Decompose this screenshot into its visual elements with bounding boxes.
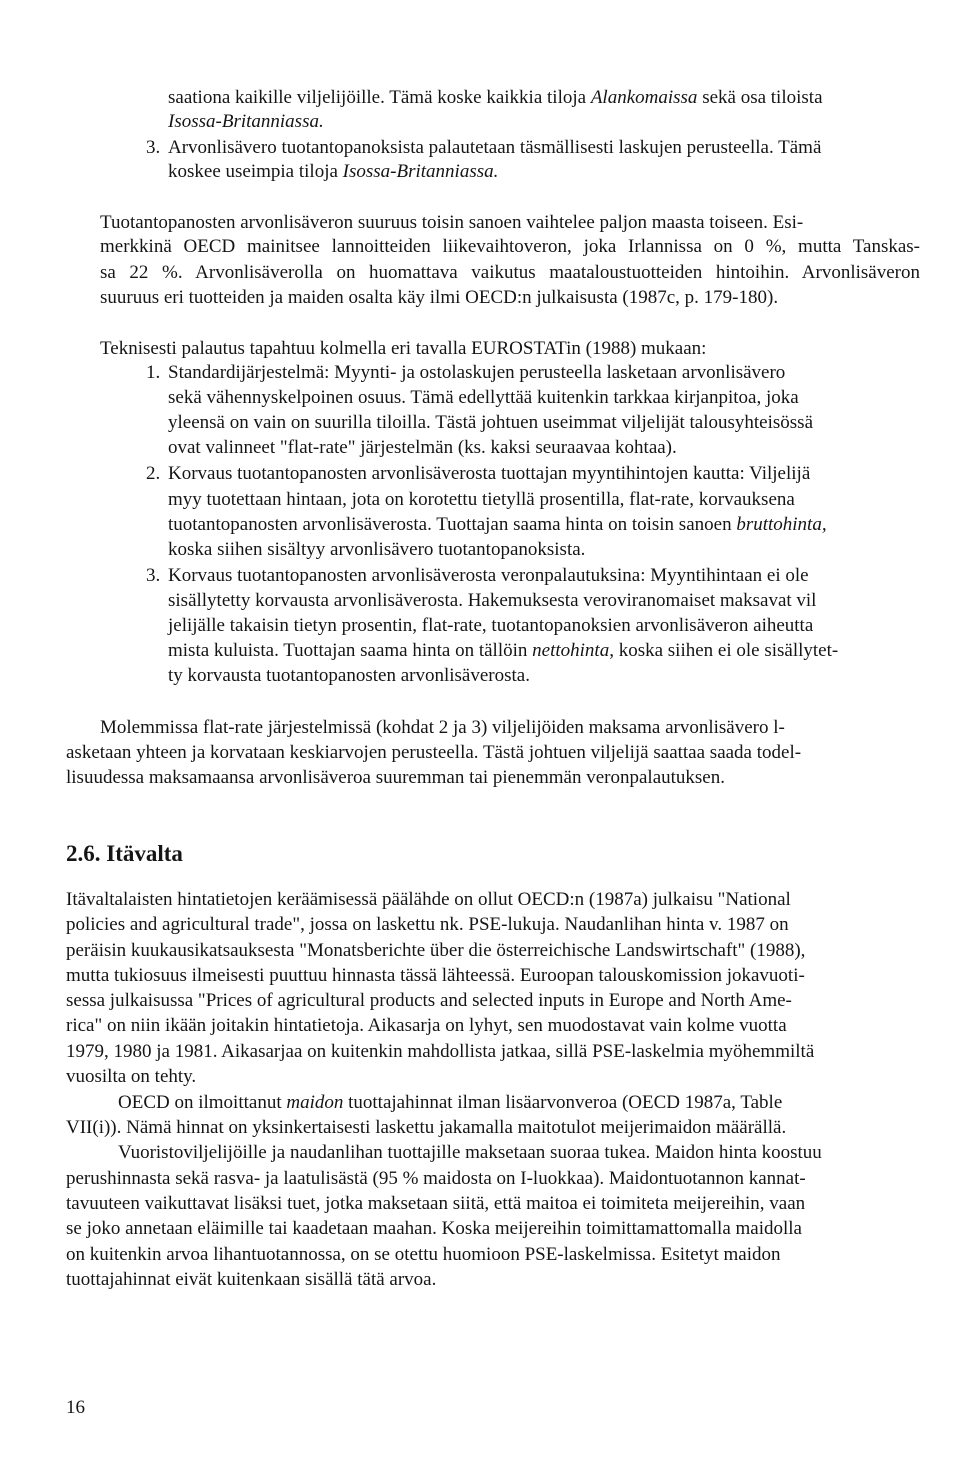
list-item-line: yleensä on vain on suurilla tiloilla. Tästä johtuen useimmat viljelijät talousyhteisössä [168, 412, 814, 433]
list-item-line: myy tuotettaan hintaan, jota on korotettu tietyllä prosentilla, flat-rate, korvauksena [168, 489, 795, 510]
paragraph-line: VII(i)). Nämä hinnat on yksinkertaisesti laskettu jakamalla maitotulot meijerimaidon määrällä. [66, 1117, 787, 1138]
paragraph-line: sessa julkaisussa "Prices of agricultural products and selected inputs in Europe and North Ame- [66, 990, 792, 1011]
list-item-2-continuation: saationa kaikille viljelijöille. Tämä koske kaikkia tiloja Alankomaissa sekä osa tiloista [168, 87, 823, 108]
list-item-line: koska siihen sisältyy arvonlisävero tuotantopanoksista. [168, 539, 586, 560]
paragraph-line: tavuuteen vaikuttavat lisäksi tuet, jotka maksetaan siitä, että maitoa ei toimiteta meijereihin, vaan [66, 1193, 806, 1214]
section-heading: 2.6. Itävalta [66, 841, 183, 866]
paragraph-line: vuosilta on tehty. [66, 1066, 197, 1087]
paragraph-line: sa 22 %. Arvonlisäverolla on huomattava vaikutus maataloustuotteiden hintoihin. Arvonlisäveron [100, 262, 920, 283]
list-item-line: ty korvausta tuotantopanosten arvonlisäverosta. [168, 665, 530, 686]
list-item-line: ovat valinneet "flat-rate" järjestelmän (ks. kaksi seuraavaa kohtaa). [168, 437, 677, 458]
list-item-line: jelijälle takaisin tietyn prosentin, flat-rate, tuotantopanoksien arvonlisäveron aiheutta [168, 615, 814, 636]
paragraph-line: tuottajahinnat eivät kuitenkaan sisällä tätä arvoa. [66, 1269, 437, 1290]
paragraph-line: on kuitenkin arvoa lihantuotannossa, on se otettu huomioon PSE-laskelmissa. Esitetyt maidon [66, 1244, 781, 1265]
paragraph-line: perushinnasta sekä rasva- ja laatulisästä (95 % maidosta on I-luokkaa). Maidontuotannon kannat- [66, 1168, 806, 1189]
paragraph-line: OECD on ilmoittanut maidon tuottajahinnat ilman lisäarvonveroa (OECD 1987a, Table [118, 1092, 783, 1113]
list-number: 1. [146, 362, 161, 383]
list-item-line: sekä vähennyskelpoinen osuus. Tämä edellyttää kuitenkin tarkkaa kirjanpitoa, joka [168, 387, 799, 408]
list-item-line: Standardijärjestelmä: Myynti- ja ostolaskujen perusteella lasketaan arvonlisävero [168, 362, 786, 383]
list-item-line: tuotantopanosten arvonlisäverosta. Tuottajan saama hinta on toisin sanoen bruttohinta, [168, 514, 827, 535]
paragraph-line: se joko annetaan eläimille tai kaadetaan maahan. Koska meijereihin toimittamattomalla maidolla [66, 1218, 802, 1239]
paragraph-line: Itävaltalaisten hintatietojen keräämisessä päälähde on ollut OECD:n (1987a) julkaisu "National [66, 889, 791, 910]
list-number: 3. [146, 137, 161, 158]
paragraph-line: rica" on niin ikään joitakin hintatietoja. Aikasarja on lyhyt, sen muodostavat vain kolme vuotta [66, 1015, 787, 1036]
paragraph-line: 1979, 1980 ja 1981. Aikasarjaa on kuitenkin mahdollista jatkaa, sillä PSE-laskelmia myöhemmiltä [66, 1041, 815, 1062]
list-item-3-line: Arvonlisävero tuotantopanoksista palautetaan täsmällisesti laskujen perusteella. Tämä [168, 137, 822, 158]
eurostat-intro: Teknisesti palautus tapahtuu kolmella eri tavalla EUROSTATin (1988) mukaan: [100, 338, 707, 359]
list-item-line: Korvaus tuotantopanosten arvonlisäverosta tuottajan myyntihintojen kautta: Viljelijä [168, 463, 811, 484]
list-item-3-line: koskee useimpia tiloja Isossa-Britanniassa. [168, 161, 499, 182]
paragraph-line: peräisin kuukausikatsauksesta "Monatsberichte über die österreichische Landswirtschaft" (1988), [66, 940, 806, 961]
paragraph-line: suuruus eri tuotteiden ja maiden osalta käy ilmi OECD:n julkaisusta (1987c, p. 179-180). [100, 287, 779, 308]
paragraph-line: merkkinä OECD mainitsee lannoitteiden liikevaihtoveron, joka Irlannissa on 0 %, mutta Tanskas- [100, 236, 920, 257]
paragraph-line: policies and agricultural trade", jossa on laskettu nk. PSE-lukuja. Naudanlihan hinta v. 1987 on [66, 914, 789, 935]
paragraph-line: asketaan yhteen ja korvataan keskiarvojen perusteella. Tästä johtuen viljelijä saattaa saada todel- [66, 742, 802, 763]
list-item-line: Korvaus tuotantopanosten arvonlisäverosta veronpalautuksina: Myyntihintaan ei ole [168, 565, 809, 586]
list-item-2-end: Isossa-Britanniassa. [168, 111, 324, 132]
paragraph-line: Molemmissa flat-rate järjestelmissä (kohdat 2 ja 3) viljelijöiden maksama arvonlisävero l- [100, 717, 785, 738]
paragraph-line: Vuoristoviljelijöille ja naudanlihan tuottajille maksetaan suoraa tukea. Maidon hinta koostuu [118, 1142, 822, 1163]
list-number: 3. [146, 565, 161, 586]
paragraph-line: mutta tukiosuus ilmeisesti puuttuu hinnasta tässä lähteessä. Euroopan talouskomission jokavuoti- [66, 965, 805, 986]
paragraph-line: Tuotantopanosten arvonlisäveron suuruus toisin sanoen vaihtelee paljon maasta toiseen. Esi- [100, 212, 804, 233]
list-item-line: sisällytetty korvausta arvonlisäverosta. Hakemuksesta veroviranomaiset maksavat vil [168, 590, 817, 611]
list-item-line: mista kuluista. Tuottajan saama hinta on tällöin nettohinta, koska siihen ei ole sisällytet- [168, 640, 839, 661]
page-number: 16 [66, 1397, 85, 1418]
list-number: 2. [146, 463, 161, 484]
paragraph-line: lisuudessa maksamaansa arvonlisäveroa suuremman tai pienemmän veronpalautuksen. [66, 767, 725, 788]
